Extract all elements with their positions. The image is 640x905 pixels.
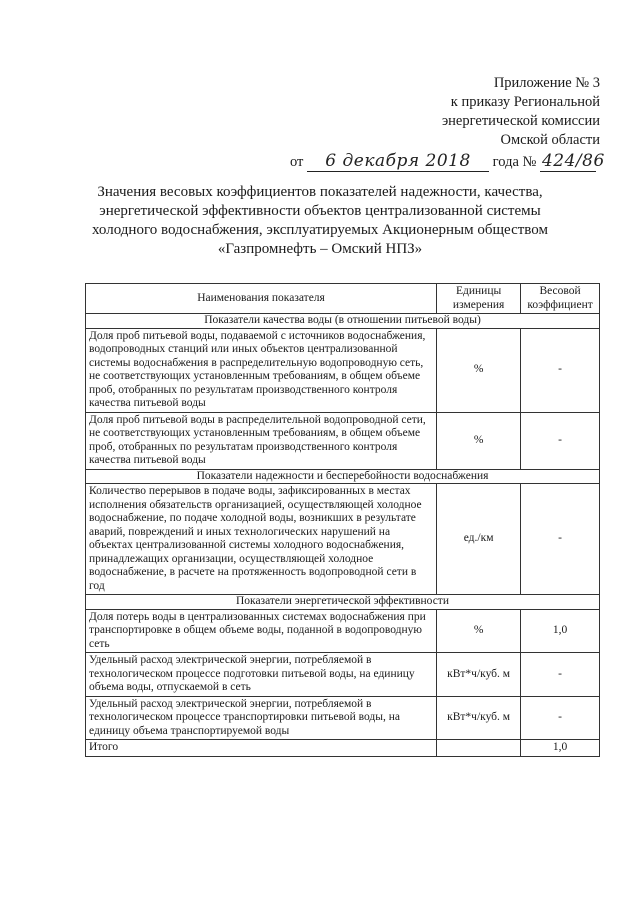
indicator-name: Доля проб питьевой воды в распределительной водопроводной сети, не соответствующих установленным требованиям, в общем объеме проб, отобранных по результатам производственного контроля качества питьевой воды [86,412,437,469]
appendix-number: Приложение № 3 [493,75,600,91]
indicator-unit: % [437,609,521,653]
table-row [86,484,600,595]
title-line-3: холодного водоснабжения, эксплуатируемых Акционерным обществом [92,222,548,238]
title-line-1: Значения весовых коэффициентов показателей надежности, качества, [97,184,543,200]
total-row [86,740,600,757]
table-row [86,653,600,697]
total-coef: 1,0 [521,740,600,757]
total-label: Итого [86,740,437,757]
indicator-name: Удельный расход электрической энергии, потребляемой в технологическом процессе подготовки питьевой воды, на единицу объема воды, отпускаемой в сеть [86,653,437,697]
section-water-quality [86,314,600,329]
table-header-row [86,284,600,314]
total-unit [437,740,521,757]
indicator-coef: - [521,653,600,697]
appendix-line-region: Омской области [500,132,600,148]
table-row [86,412,600,469]
indicator-coef: - [521,328,600,412]
title-line-2: энергетической эффективности объектов централизованной системы [99,203,541,219]
indicator-unit: ед./км [437,484,521,595]
indicator-coef: - [521,484,600,595]
indicator-name: Количество перерывов в подаче воды, зафиксированных в местах исполнения обязательств организацией, осуществляющей холодное водоснабжение, по подаче холодной воды, возникших в результате аварий, повреждений и иных технологических нарушений на объектах централизованной системы холодного водоснабжения, принадлежащих организации, осуществляющей холодное водоснабжение, в расчете на протяженность водопроводной сети в год [86,484,437,595]
appendix-line-order: к приказу Региональной [450,94,600,110]
handwritten-date: 6 декабря 2018 [307,151,489,172]
header-name: Наименования показателя [86,284,437,314]
section-reliability [86,469,600,484]
table-row [86,609,600,653]
indicator-name: Доля проб питьевой воды, подаваемой с источников водоснабжения, водопроводных станций или иных объектов централизованной системы водоснабжения в распределительную водопроводную сеть, не соответствующих установленным требованиям, в общем объеме проб, отобранных по результатам производственного контроля качества питьевой воды [86,328,437,412]
indicator-unit: % [437,412,521,469]
handwritten-order-number: 424/86 [541,151,605,171]
indicator-unit: кВт*ч/куб. м [437,696,521,740]
indicator-name: Удельный расход электрической энергии, потребляемой в технологическом процессе транспортировки питьевой воды, на единицу объема транспортируемой воды [86,696,437,740]
title-line-4: «Газпромнефть – Омский НПЗ» [217,241,423,257]
section-title: Показатели надежности и бесперебойности водоснабжения [86,469,600,484]
section-energy-efficiency [86,595,600,610]
table-row [86,696,600,740]
year-label: года № [492,154,537,170]
section-title: Показатели качества воды (в отношении питьевой воды) [86,314,600,329]
indicator-unit: % [437,328,521,412]
table-row [86,328,600,412]
section-title: Показатели энергетической эффективности [86,595,600,610]
from-label: от [290,154,304,170]
indicator-unit: кВт*ч/куб. м [437,653,521,697]
order-date-line [290,151,610,172]
header-coef: Весовой коэффициент [521,284,600,314]
indicator-coef: - [521,696,600,740]
appendix-line-commission: энергетической комиссии [441,113,600,129]
document-title [90,183,550,259]
indicator-name: Доля потерь воды в централизованных системах водоснабжения при транспортировке в общем объеме воды, поданной в водопроводную сеть [86,609,437,653]
indicators-table [85,283,600,757]
indicator-coef: 1,0 [521,609,600,653]
appendix-header [340,74,600,150]
header-unit: Единицы измерения [437,284,521,314]
indicator-coef: - [521,412,600,469]
